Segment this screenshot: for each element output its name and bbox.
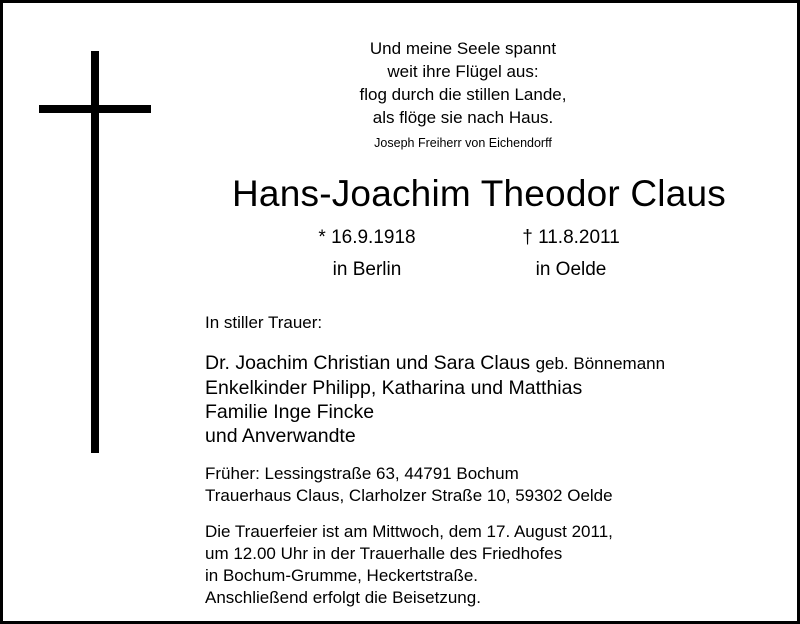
poem: [303, 37, 623, 152]
poem-line: als flöge sie nach Haus.: [372, 108, 554, 127]
mourner-line: [205, 351, 665, 376]
address-line: Früher: Lessingstraße 63, 44791 Bochum: [205, 464, 519, 483]
mourner-name: Dr. Joachim Christian und Sara Claus: [205, 352, 531, 374]
mourner-line: Enkelkinder Philipp, Katharina und Matthias: [205, 377, 583, 399]
cross-icon: [39, 51, 151, 453]
poem-line: weit ihre Flügel aus:: [387, 62, 539, 81]
death-date: † 11.8.2011: [522, 227, 620, 248]
poem-line: flog durch die stillen Lande,: [359, 85, 567, 104]
address-line: Trauerhaus Claus, Clarholzer Straße 10, 59302 Oelde: [205, 486, 613, 505]
mourners-list: [205, 351, 665, 448]
deceased-name: Hans-Joachim Theodor Claus: [232, 173, 726, 214]
death-place: in Oelde: [535, 259, 607, 280]
ceremony-line: Anschließend erfolgt die Beisetzung.: [205, 588, 481, 607]
ceremony-line: um 12.00 Uhr in der Trauerhalle des Friedhofes: [205, 544, 563, 563]
mourner-line: und Anverwandte: [205, 425, 356, 447]
poem-author: Joseph Freiherr von Eichendorff: [374, 136, 552, 150]
birth-place: in Berlin: [332, 259, 402, 280]
ceremony-line: Die Trauerfeier ist am Mittwoch, dem 17. August 2011,: [205, 522, 613, 541]
birth-date: * 16.9.1918: [318, 227, 416, 248]
mourning-heading: In stiller Trauer:: [205, 313, 323, 332]
addresses: [205, 463, 613, 507]
ceremony-line: in Bochum-Grumme, Heckertstraße.: [205, 566, 479, 585]
mourner-line: Familie Inge Fincke: [205, 401, 375, 423]
ceremony-details: [205, 521, 613, 609]
poem-line: Und meine Seele spannt: [369, 39, 557, 58]
maiden-name: geb. Bönnemann: [535, 354, 666, 373]
